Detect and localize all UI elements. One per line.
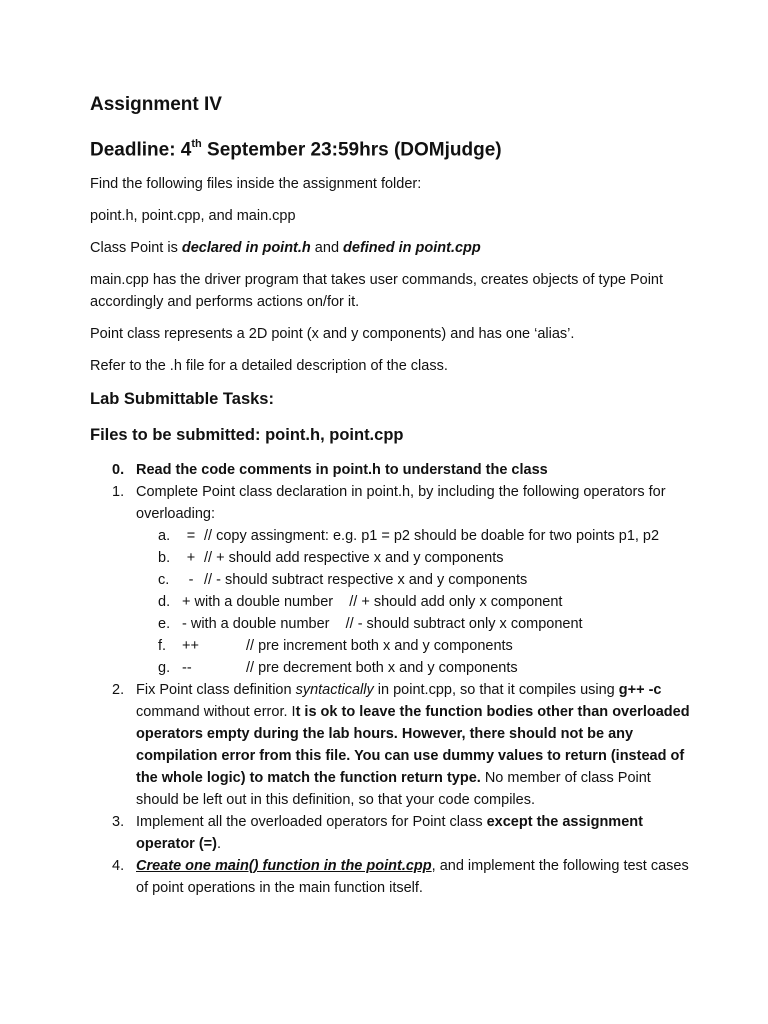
operator-desc: // - should subtract only x component xyxy=(329,616,583,633)
intro-point-desc: Point class represents a 2D point (x and y components) and has one ‘alias’. xyxy=(90,326,575,343)
intro-files: point.h, point.cpp, and main.cpp xyxy=(90,208,296,225)
task-number: 2. xyxy=(112,682,125,699)
operator-desc: // - should subtract respective x and y components xyxy=(200,572,528,589)
operator-desc: // pre decrement both x and y components xyxy=(246,660,518,677)
operator-symbol: -- xyxy=(182,660,192,677)
intro-class-point xyxy=(90,237,690,259)
intro-find: Find the following files inside the assignment folder: xyxy=(90,176,422,193)
task-number: 4. xyxy=(112,858,125,875)
task-text: in point.cpp, so that it compiles using xyxy=(373,682,619,699)
operator-symbol: + xyxy=(186,550,196,567)
operator-letter: d. xyxy=(158,594,171,611)
operator-letter: e. xyxy=(158,616,171,633)
class-defined: defined in point.cpp xyxy=(343,240,481,257)
task-text-bold: t is ok to leave the function bodies other than overloaded operators empty during the lab hours. However, there should not be any compilation error from this file. You can use dummy values to return (instead of the whole logic) to match the function return type. xyxy=(136,704,690,787)
document-page xyxy=(90,92,690,899)
operator-desc: // pre increment both x and y components xyxy=(246,638,513,655)
operator-symbol: + with a double number xyxy=(182,594,334,611)
operator-desc: // + should add only x component xyxy=(333,594,563,611)
operator-symbol: ++ xyxy=(182,638,199,655)
lab-heading: Lab Submittable Tasks: xyxy=(90,390,274,409)
task-number: 1. xyxy=(112,484,125,501)
task-text: , and implement the following test cases of point operations in the main function itself. xyxy=(136,858,689,897)
deadline-heading xyxy=(90,132,690,163)
assignment-title: Assignment IV xyxy=(90,94,222,115)
task-text-italic: syntactically xyxy=(295,682,374,699)
operator-item xyxy=(136,657,690,679)
deadline-suffix: September 23:59hrs (DOMjudge) xyxy=(201,139,502,161)
task-number: 0. xyxy=(112,462,125,479)
task-text-emphasis: Create one main() function in the point.cpp xyxy=(136,858,432,875)
task-text: Read the code comments in point.h to understand the class xyxy=(136,462,548,479)
task-0 xyxy=(90,459,690,481)
operator-list xyxy=(136,525,690,679)
operator-symbol: - xyxy=(188,572,194,589)
deadline-superscript: th xyxy=(191,138,202,150)
intro-refer: Refer to the .h file for a detailed description of the class. xyxy=(90,358,448,375)
deadline-prefix: Deadline: 4 xyxy=(90,139,192,161)
compile-command: g++ -c xyxy=(618,682,662,699)
task-text: Complete Point class declaration in point.h, by including the following operators for overloading: xyxy=(136,484,666,523)
task-text: No member of class Point should be left out in this definition, so that your code compiles. xyxy=(136,770,651,809)
intro-main-desc: main.cpp has the driver program that takes user commands, creates objects of type Point accordingly and performs actions on/for it. xyxy=(90,272,664,311)
task-list xyxy=(90,459,690,899)
operator-item xyxy=(136,525,690,547)
task-1 xyxy=(90,481,690,679)
operator-symbol: = xyxy=(186,528,196,545)
operator-symbol: - with a double number xyxy=(182,616,330,633)
task-text: . xyxy=(216,836,221,853)
operator-letter: c. xyxy=(158,572,170,589)
operator-item xyxy=(136,547,690,569)
task-4 xyxy=(90,855,690,899)
operator-letter: f. xyxy=(158,638,167,655)
task-text-bold: except the assignment operator (=) xyxy=(136,814,643,853)
class-text-c: and xyxy=(310,240,344,257)
operator-item xyxy=(136,569,690,591)
operator-letter: g. xyxy=(158,660,171,677)
task-number: 3. xyxy=(112,814,125,831)
task-text: Fix Point class definition xyxy=(136,682,296,699)
task-3 xyxy=(90,811,690,855)
operator-item xyxy=(136,591,690,613)
operator-letter: a. xyxy=(158,528,171,545)
operator-desc: // + should add respective x and y components xyxy=(200,550,504,567)
task-text: command without error. I xyxy=(136,704,296,721)
class-text-a: Class Point is xyxy=(90,240,182,257)
files-heading: Files to be submitted: point.h, point.cpp xyxy=(90,426,404,445)
operator-desc: // copy assingment: e.g. p1 = p2 should be doable for two points p1, p2 xyxy=(200,528,660,545)
operator-item xyxy=(136,613,690,635)
task-text: Implement all the overloaded operators for Point class xyxy=(136,814,487,831)
operator-letter: b. xyxy=(158,550,171,567)
class-declared: declared in point.h xyxy=(181,240,311,257)
operator-item xyxy=(136,635,690,657)
task-2 xyxy=(90,679,690,811)
